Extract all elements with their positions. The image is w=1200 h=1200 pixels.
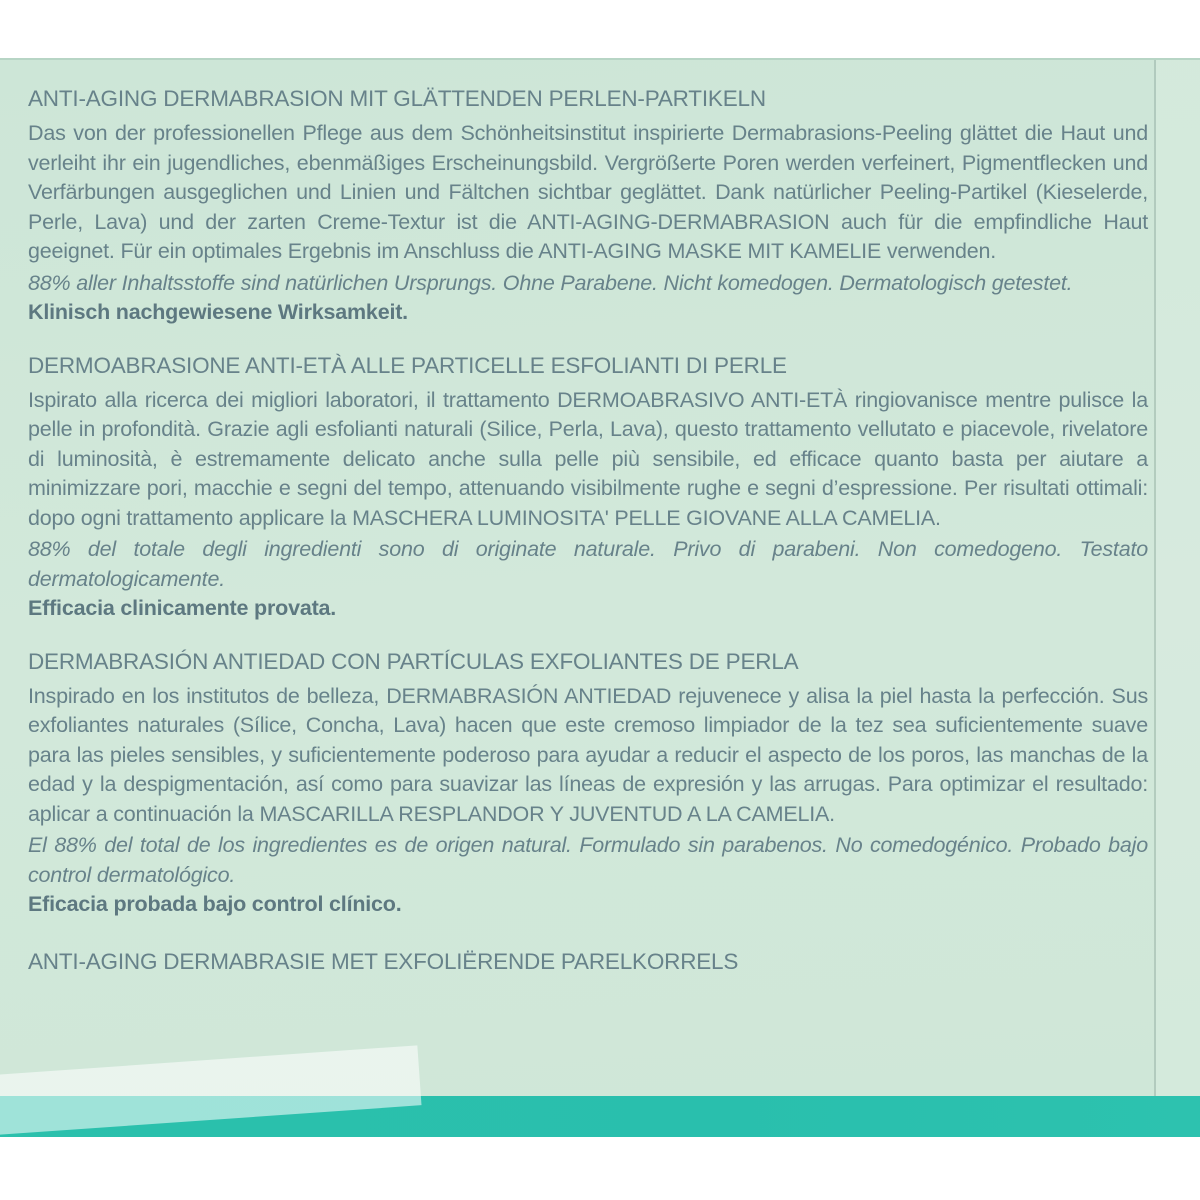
heading-german: ANTI-AGING DERMABRASION MIT GLÄTTENDEN PERLEN-PARTIKELN bbox=[28, 86, 766, 111]
package-text-panel bbox=[0, 58, 1200, 1096]
efficacy-italian: Efficacia clinicamente provata. bbox=[28, 596, 337, 620]
white-margin-top bbox=[0, 0, 1200, 58]
box-edge-highlight bbox=[1156, 60, 1200, 1096]
efficacy-spanish: Eficacia probada bajo control clínico. bbox=[28, 892, 402, 916]
heading-spanish: DERMABRASIÓN ANTIEDAD CON PARTÍCULAS EXFOLIANTES DE PERLA bbox=[28, 648, 799, 674]
box-edge-crease bbox=[1154, 60, 1156, 1096]
section-spanish bbox=[28, 647, 1148, 920]
body-italian: Ispirato alla ricerca dei migliori laboratori, il trattamento DERMOABRASIVO ANTI-ETÀ ringiovanisce mentre pulisce la pelle in profondità. Grazie agli esfolianti naturali (Silice, Perla, Lava), questo trattamento vellutato e piacevole, rivelatore di luminosità, è estremamente delicato anche sulla pelle più sensibile, ed efficace quanto basta per aiutare a minimizzare pori, macchie e segni del tempo, attenuando visibilmente rughe e segni d’espressione. Per risultati ottimali: dopo ogni trattamento applicare la MASCHERA LUMINOSITA' PELLE GIOVANE ALLA CAMELIA. bbox=[28, 387, 1148, 530]
body-spanish: Inspirado en los institutos de belleza, DERMABRASIÓN ANTIEDAD rejuvenece y alisa la piel hasta la perfección. Sus exfoliantes naturales (Sílice, Concha, Lava) hacen que este cremoso limpiador de la tez sea suficientementе suave para las pieles sensibles, y suficientemente poderoso para ayudar a reducir el aspecto de los poros, las manchas de la edad y la despigmentación, así como para suavizar las líneas de expresión y las arrugas. Para optimizar el resultado: aplicar a continuación la MASCARILLA RESPLANDOR Y JUVENTUD A LA CAMELIA. bbox=[28, 683, 1148, 826]
body-german: Das von der professionellen Pflege aus dem Schönheitsinstitut inspirierte Dermabrasions-Peeling glättet die Haut und verleiht ihr ein jugendliches, ebenmäßiges Erscheinungsbild. Vergrößerte Poren werden verfeinert, Pigmentflecken und Verfärbungen ausgeglichen und Linien und Fältchen sichtbar geglättet. Dank natürlicher Peeling-Partikel (Kieselerde, Perle, Lava) und der zarten Creme-Textur ist die ANTI-AGING-DERMABRASION auch für die empfindliche Haut geeignet. Für ein optimales Ergebnis im Anschluss die ANTI-AGING MASKE MIT KAMELIE verwenden. bbox=[28, 121, 1148, 263]
heading-italian: DERMOABRASIONE ANTI-ETÀ ALLE PARTICELLE ESFOLIANTI DI PERLE bbox=[28, 352, 787, 378]
section-german bbox=[28, 84, 1148, 328]
efficacy-german: Klinisch nachgewiesene Wirksamkeit. bbox=[28, 300, 408, 324]
claims-german: 88% aller Inhaltsstoffe sind natürlichen Ursprungs. Ohne Parabene. Nicht komedogen. Dermatologisch getestet. bbox=[28, 270, 1073, 295]
white-margin-bottom bbox=[0, 1137, 1200, 1200]
claims-spanish: El 88% del total de los ingredientes es de origen natural. Formulado sin parabenos. No comedogénico. Probado bajo control dermatológico. bbox=[28, 833, 1148, 887]
heading-dutch: ANTI-AGING DERMABRASIE MET EXFOLIËRENDE PARELKORRELS bbox=[28, 948, 739, 974]
section-italian bbox=[28, 351, 1148, 624]
claims-italian: 88% del totale degli ingredienti sono di originate naturale. Privo di parabeni. Non comedogeno. Testato dermatologicamente. bbox=[28, 537, 1148, 591]
